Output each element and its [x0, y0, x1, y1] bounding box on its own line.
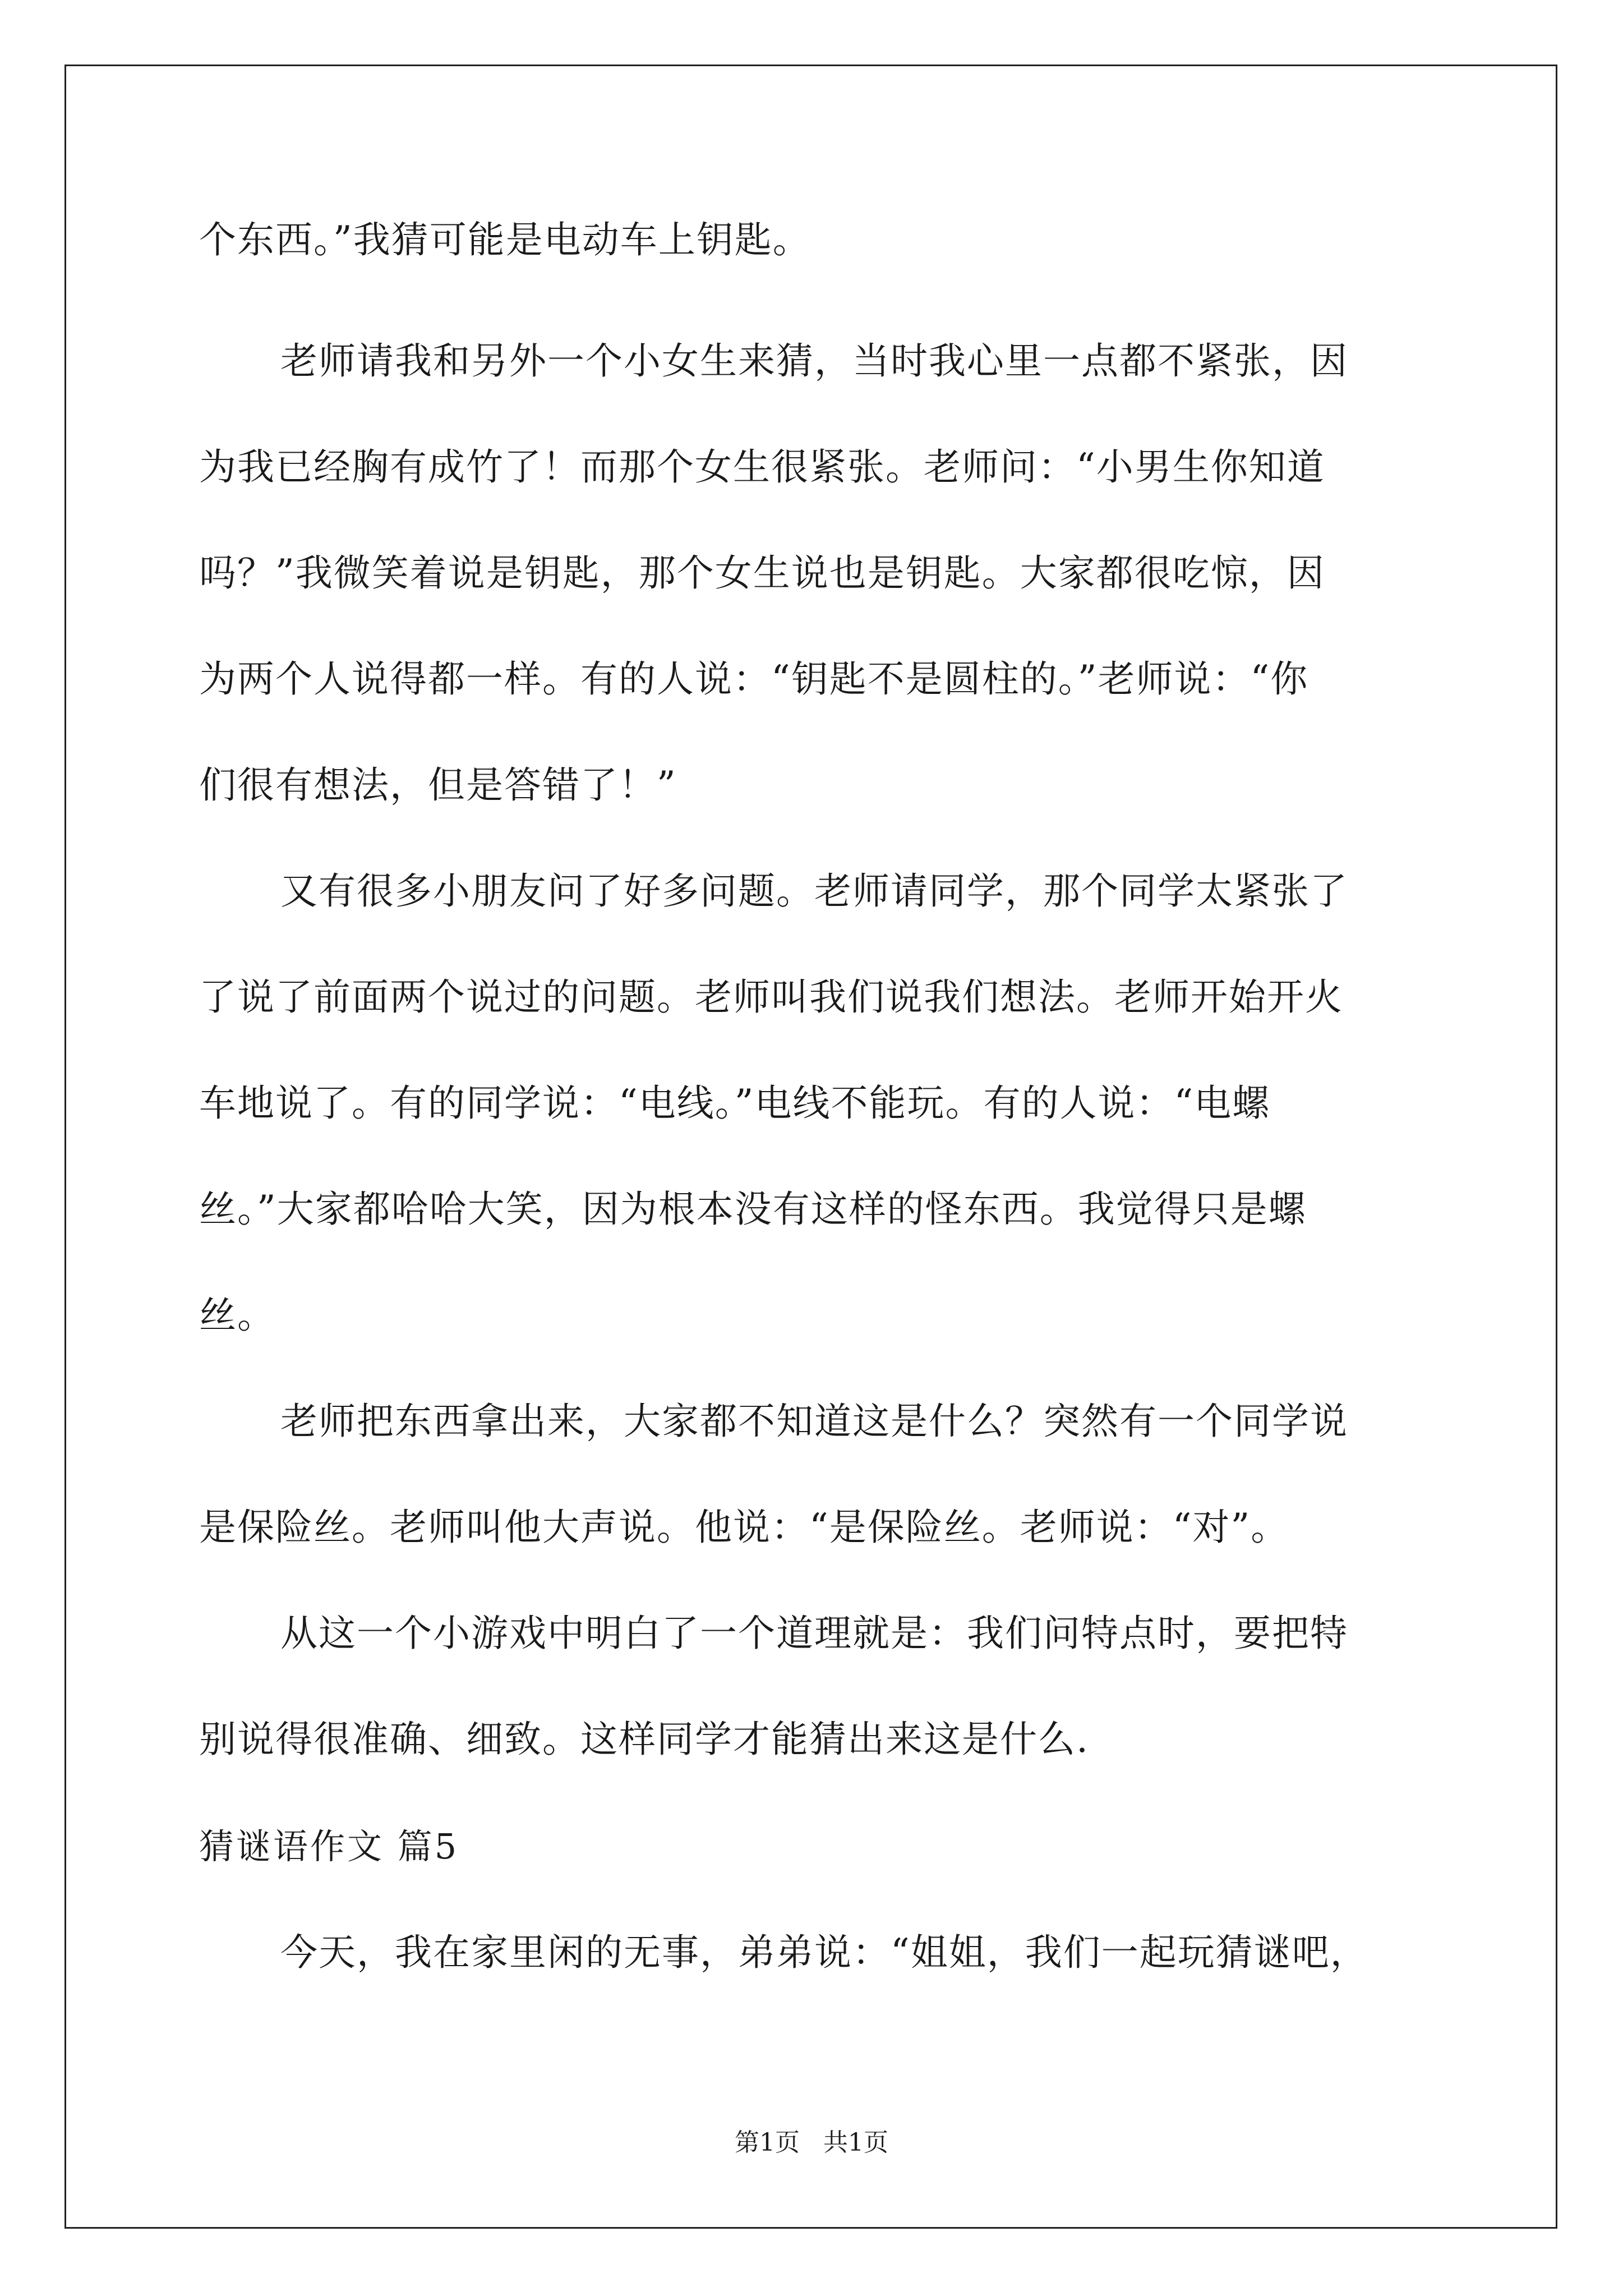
text-line: 车地说了。有的同学说：“电线。”电线不能玩。有的人说：“电螺 — [199, 1082, 1271, 1125]
section-heading: 猜谜语作文 篇5 — [199, 1826, 459, 1867]
text-line: 为我已经胸有成竹了！而那个女生很紧张。老师问：“小男生你知道 — [199, 445, 1325, 489]
text-line: 丝。”大家都哈哈大笑，因为根本没有这样的怪东西。我觉得只是螺 — [199, 1188, 1307, 1231]
page-total: 共1页 — [823, 2128, 888, 2157]
text-line: 又有很多小朋友问了好多问题。老师请同学，那个同学太紧张了 — [280, 869, 1348, 913]
page-number: 第1页 — [735, 2128, 800, 2157]
text-line: 今天，我在家里闲的无事，弟弟说：“姐姐，我们一起玩猜谜吧， — [280, 1931, 1368, 1974]
page-border — [64, 65, 1557, 2229]
page-footer — [0, 2126, 1623, 2160]
text-line: 别说得很准确、细致。这样同学才能猜出来这是什么. — [199, 1718, 1089, 1761]
text-line: 是保险丝。老师叫他大声说。他说：“是保险丝。老师说：“对”。 — [199, 1506, 1289, 1549]
text-line: 丝。 — [199, 1294, 275, 1337]
text-line: 从这一个小游戏中明白了一个道理就是：我们问特点时，要把特 — [280, 1612, 1348, 1655]
text-line: 吗？”我微笑着说是钥匙，那个女生说也是钥匙。大家都很吃惊，因 — [199, 551, 1325, 595]
text-line: 老师把东西拿出来，大家都不知道这是什么？突然有一个同学说 — [280, 1400, 1348, 1443]
text-line: 个东西。”我猜可能是电动车上钥匙。 — [199, 218, 811, 261]
text-line: 了说了前面两个说过的问题。老师叫我们说我们想法。老师开始开火 — [199, 976, 1343, 1019]
text-line: 为两个人说得都一样。有的人说：“钥匙不是圆柱的。”老师说：“你 — [199, 657, 1309, 701]
text-line: 们很有想法，但是答错了！” — [199, 763, 677, 807]
text-line: 老师请我和另外一个小女生来猜，当时我心里一点都不紧张，因 — [280, 339, 1348, 383]
